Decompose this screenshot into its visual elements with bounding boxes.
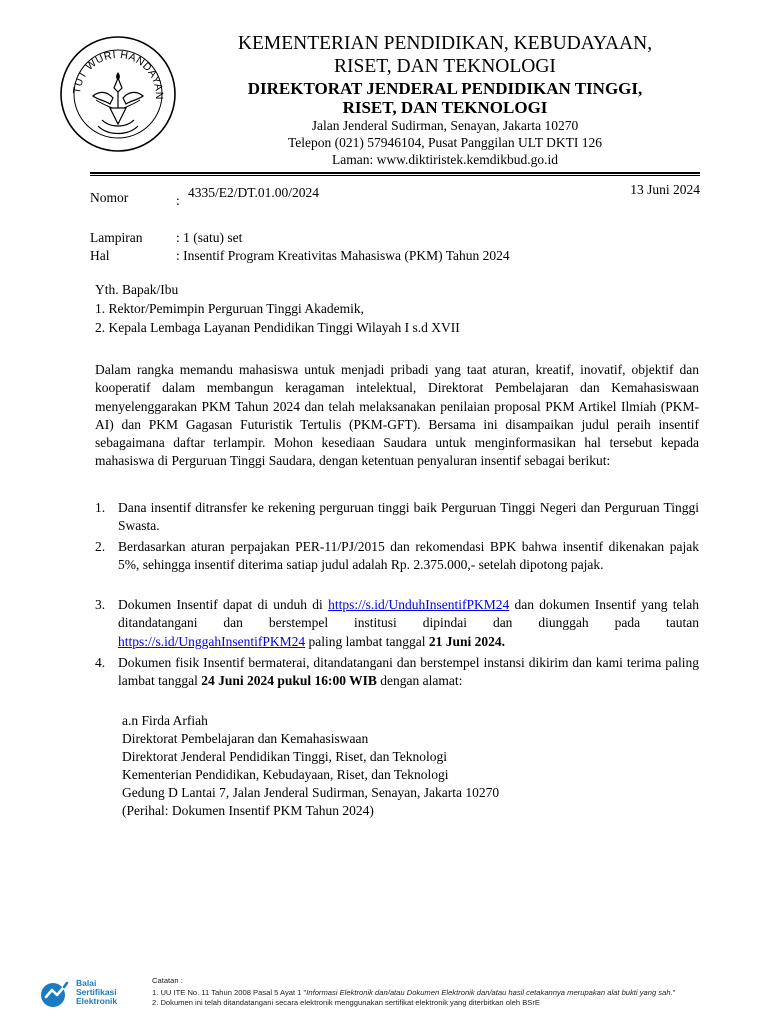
header-website: Laman: www.diktiristek.kemdikbud.go.id — [332, 152, 558, 167]
header-address: Jalan Jenderal Sudirman, Senayan, Jakarta 10270 — [311, 118, 579, 133]
address-line-1: a.n Firda Arfiah — [122, 713, 208, 728]
nomor-label: Nomor — [90, 190, 129, 205]
footnote-1-a: 1. UU ITE No. 11 Tahun 2008 Pasal 5 Ayat 1 " — [152, 988, 307, 997]
footnote-label: Catatan : — [152, 976, 183, 985]
address-line-4: Kementerian Pendidikan, Kebudayaan, Riset, dan Teknologi — [122, 767, 449, 782]
ministry-name-line1: KEMENTERIAN PENDIDIKAN, KEBUDAYAAN, — [237, 33, 653, 54]
list-item-number: 3. — [95, 597, 106, 612]
intro-paragraph: Dalam rangka memandu mahasiswa untuk menjadi pribadi yang taat aturan, kreatif, inovatif, objektif dan kooperatif dalam membangun keragaman intelektual, Direktorat Pembelajaran dan Kemahasiswaan menyelenggarakan PKM Tahun 2024 dan telah melaksanakan penilaian proposal PKM Artikel Ilmiah (PKM-AI) dan PKM Gagasan Futuristik Tertulis (PKM-GFT). Bersama ini disampaikan judul peraih insentif sebagaimana daftar terlampir. Mohon kesediaan Saudara untuk menginformasikan hal tersebut kepada mahasiswa di Perguruan Tinggi Saudara, dengan ketentuan penyaluran insentif sebagai berikut: — [95, 362, 699, 469]
lampiran-label: Lampiran — [90, 230, 143, 245]
directorate-name-line2: RISET, DAN TEKNOLOGI — [342, 98, 548, 117]
upload-deadline: 21 Juni 2024. — [428, 633, 506, 649]
address-line-6: (Perihal: Dokumen Insentif PKM Tahun 2024) — [122, 803, 374, 818]
list-item-number: 4. — [95, 655, 106, 670]
list-item — [95, 596, 699, 651]
item3-text-a: Dokumen Insentif dapat di unduh di — [118, 597, 329, 612]
bsre-name-line2: Sertifikasi — [76, 987, 117, 997]
footnote-1 — [152, 988, 752, 998]
hal-value: : Insentif Program Kreativitas Mahasiswa (PKM) Tahun 2024 — [176, 248, 510, 263]
tut-wuri-handayani-logo — [58, 34, 178, 154]
svg-text:TUT WURI HANDAYANI: TUT WURI HANDAYAN — [70, 48, 166, 100]
item3-text-c: paling lambat tanggal — [305, 633, 429, 649]
recipient-2: 2. Kepala Lembaga Layanan Pendidikan Tinggi Wilayah I s.d XVII — [95, 320, 460, 335]
header-divider-thin — [90, 175, 700, 176]
physical-deadline: 24 Juni 2024 pukul 16:00 WIB — [201, 673, 377, 689]
bsre-emblem-icon — [38, 979, 72, 1009]
bsre-name-line1: Balai — [76, 978, 97, 988]
bsre-name-line3: Elektronik — [76, 996, 118, 1006]
address-line-2: Direktorat Pembelajaran dan Kemahasiswaan — [122, 731, 369, 746]
item4-text-b: dengan alamat: — [376, 673, 463, 689]
recipient-1: 1. Rektor/Pemimpin Perguruan Tinggi Akademik, — [95, 301, 365, 316]
footnote-1-italic: Informasi Elektronik dan/atau Dokumen Elektronik dan/atau hasil cetakannya merupakan alat bukti yang sah — [306, 988, 671, 997]
address-line-5: Gedung D Lantai 7, Jalan Jenderal Sudirman, Senayan, Jakarta 10270 — [122, 785, 500, 800]
nomor-value: 4335/E2/DT.01.00/2024 — [188, 185, 319, 200]
address-line-3: Direktorat Jenderal Pendidikan Tinggi, Riset, dan Teknologi — [122, 749, 448, 764]
lampiran-value: : 1 (satu) set — [176, 230, 243, 245]
list-item — [95, 499, 699, 536]
footnote-1-b: ." — [670, 988, 676, 997]
download-link[interactable]: https://s.id/UnduhInsentifPKM24 — [328, 597, 510, 612]
header-divider — [90, 172, 700, 174]
directorate-name-line1: DIREKTORAT JENDERAL PENDIDIKAN TINGGI, — [247, 79, 643, 98]
list-item-text — [118, 654, 699, 691]
salutation: Yth. Bapak/Ibu — [95, 282, 179, 297]
letter-date: 13 Juni 2024 — [630, 182, 700, 197]
list-item-number: 1. — [95, 500, 106, 515]
nomor-colon: : — [176, 193, 180, 208]
footnote-2: 2. Dokumen ini telah ditandatangani secara elektronik menggunakan sertifikat elektronik yang diterbitkan oleh BSrE — [152, 998, 540, 1007]
list-item-text: Berdasarkan aturan perpajakan PER-11/PJ/2015 dan rekomendasi BPK bahwa insentif dikenakan pajak 5%, sehingga insentif diterima satiap judul adalah Rp. 2.375.000,- setelah dipotong pajak. — [118, 539, 699, 573]
list-item-text: Dana insentif ditransfer ke rekening perguruan tinggi baik Perguruan Tinggi Negeri dan Perguruan Tinggi Swasta. — [118, 500, 699, 534]
item4-text-a: Dokumen fisik Insentif bermaterai, ditandatangani dan berstempel instansi dikirim dan kami terima paling lambat tanggal — [118, 655, 699, 689]
list-item — [95, 538, 699, 575]
upload-link[interactable]: https://s.id/UnggahInsentifPKM24 — [118, 633, 306, 649]
list-item-number: 2. — [95, 539, 106, 554]
bsre-logo — [38, 976, 138, 1012]
list-item — [95, 654, 699, 691]
hal-label: Hal — [90, 248, 110, 263]
ministry-name-line2: RISET, DAN TEKNOLOGI — [334, 56, 556, 77]
header-phone: Telepon (021) 57946104, Pusat Panggilan ULT DKTI 126 — [287, 135, 603, 150]
list-item-text — [118, 596, 699, 651]
item3-text-b: dan dokumen Insentif yang telah ditandatangani dan berstempel institusi dipindai dan diunggah pada tautan — [118, 597, 700, 631]
